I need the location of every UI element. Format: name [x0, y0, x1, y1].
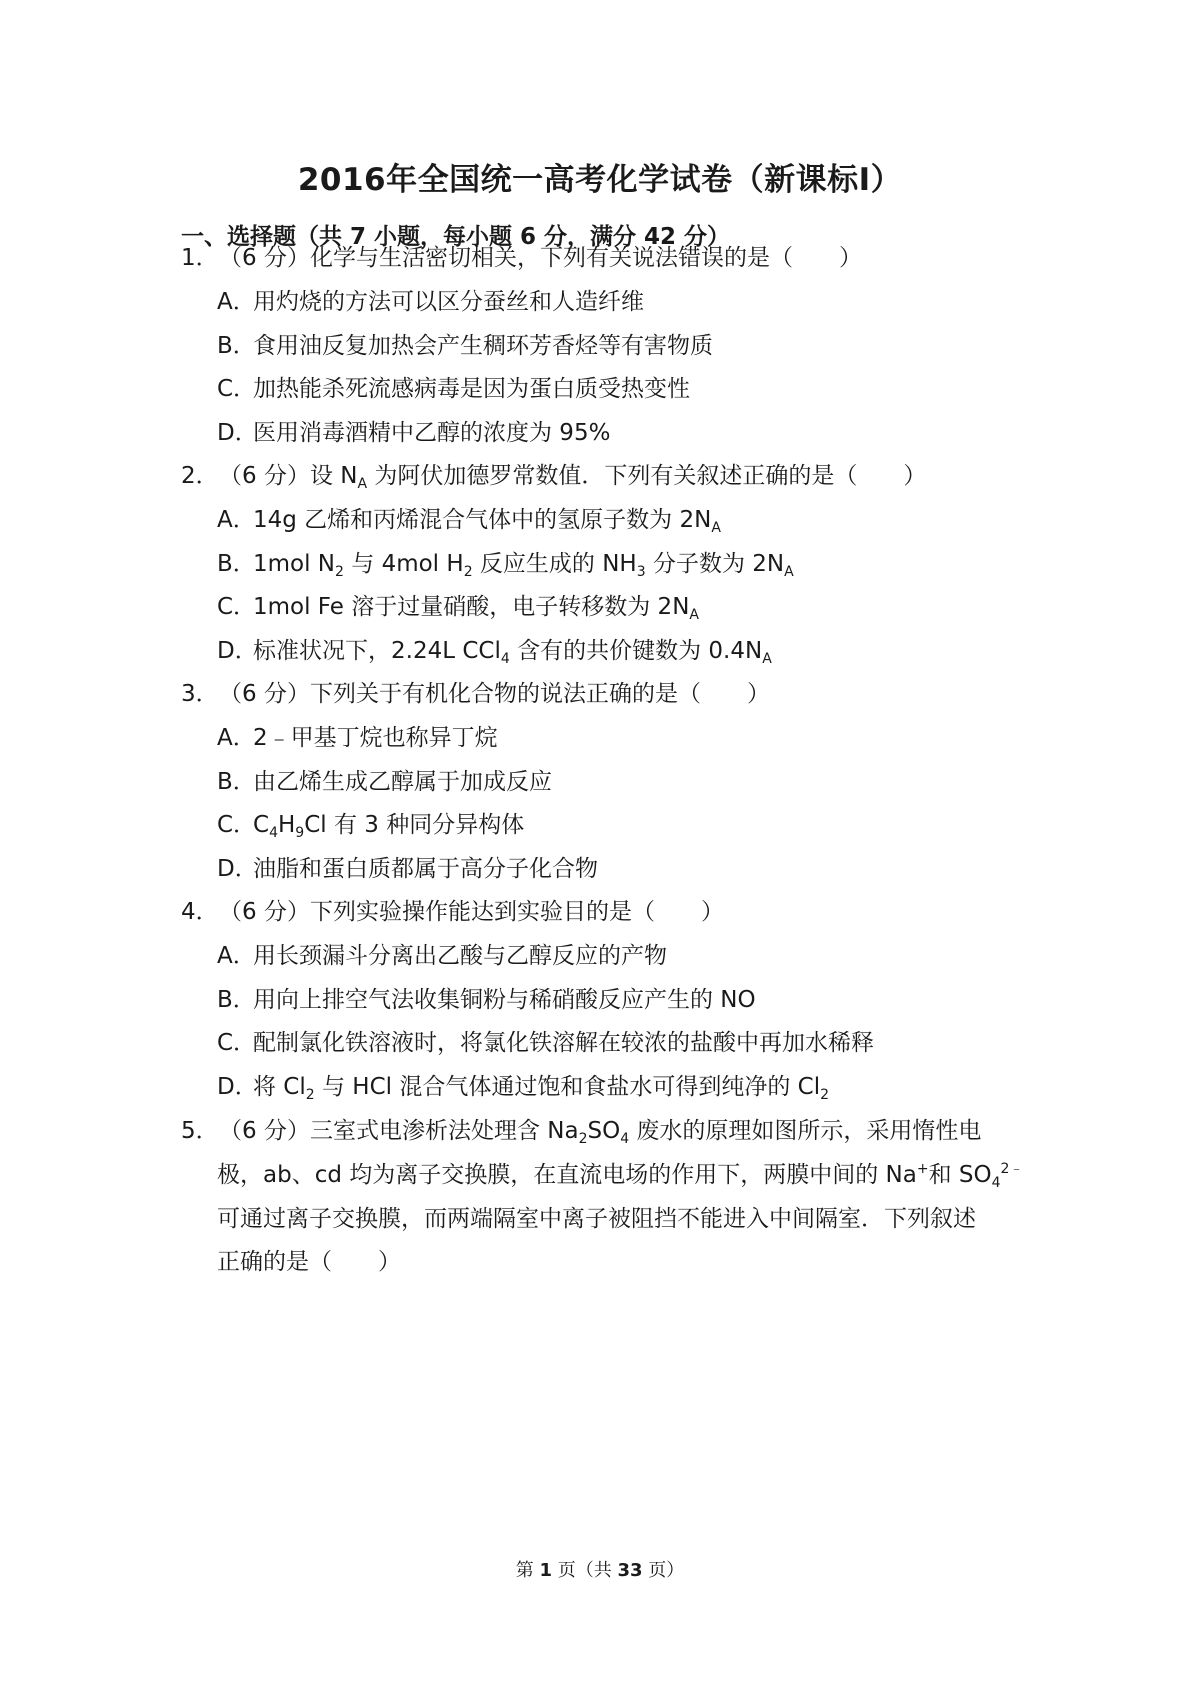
q1-option-d: D．医用消毒酒精中乙醇的浓度为 95%	[217, 420, 611, 446]
section-heading: 一、选择题（共 7 小题，每小题 6 分，满分 42 分）	[181, 224, 731, 250]
page-number: 1	[539, 1560, 552, 1581]
question-2-stem: 2．（6 分）设 $N_A$ 为阿伏加德罗常数值．下列有关叙述正确的是（ ）	[181, 463, 927, 492]
page-total: 33	[617, 1560, 643, 1581]
question-4-stem: 4．（6 分）下列实验操作能达到实验目的是（ ）	[181, 899, 724, 925]
question-number: 4．	[181, 899, 219, 925]
question-1-stem	[181, 243, 862, 273]
q3-option-d: D．油脂和蛋白质都属于高分子化合物	[217, 856, 598, 882]
q2-option-b: B．1mol $N_2$ 与 4mol $H_2$ 反应生成的 $NH_3$ 分子数为 $2N_A$	[217, 551, 794, 580]
question-5-stem-line-2: 极，ab、cd 均为离子交换膜，在直流电场的作用下，两膜中间的 Na+和 $SO_4^{2﹣}$	[217, 1161, 1024, 1191]
q4-option-a: A．用长颈漏斗分离出乙酸与乙醇反应的产物	[217, 943, 667, 969]
question-5-stem-line-3: 可通过离子交换膜，而两端隔室中离子被阻挡不能进入中间隔室．下列叙述	[217, 1206, 976, 1232]
question-number: 1．	[181, 245, 219, 271]
q1-option-a: A．用灼烧的方法可以区分蚕丝和人造纤维	[217, 289, 644, 315]
page-title: 2016年全国统一高考化学试卷（新课标Ⅰ）	[297, 162, 903, 198]
question-number: 5．	[181, 1118, 219, 1144]
question-number: 2．	[181, 463, 219, 489]
q3-option-b: B．由乙烯生成乙醇属于加成反应	[217, 769, 552, 795]
q4-option-d: D．将 $Cl_2$ 与 HCl 混合气体通过饱和食盐水可得到纯净的 $Cl_2$	[217, 1074, 830, 1103]
q3-option-a: A．2﹣甲基丁烷也称异丁烷	[217, 725, 498, 751]
question-text: （6 分）化学与生活密切相关，下列有关说法错误的是（ ）	[219, 245, 862, 271]
q3-option-c: C．$C_4H_9Cl$ 有 3 种同分异构体	[217, 812, 525, 841]
question-3-stem: 3．（6 分）下列关于有机化合物的说法正确的是（ ）	[181, 681, 770, 707]
q2-option-d: D．标准状况下，2.24L CCl$_4$ 含有的共价键数为 $0.4N_A$	[217, 638, 772, 667]
q2-option-a: A．14g 乙烯和丙烯混合气体中的氢原子数为 $2N_A$	[217, 507, 721, 536]
q4-option-b: B．用向上排空气法收集铜粉与稀硝酸反应产生的 NO	[217, 987, 756, 1013]
question-5-stem-line-4: 正确的是（ ）	[217, 1249, 401, 1275]
question-number: 3．	[181, 681, 219, 707]
page-footer: 第 1 页（共 33 页）	[515, 1560, 685, 1581]
q2-option-c: C．1mol Fe 溶于过量硝酸，电子转移数为 $2N_A$	[217, 594, 699, 623]
q4-option-c: C．配制氯化铁溶液时，将氯化铁溶解在较浓的盐酸中再加水稀释	[217, 1030, 874, 1056]
question-5-stem-line-1: 5．（6 分）三室式电渗析法处理含 $Na_2SO_4$ 废水的原理如图所示，采用惰性电	[181, 1118, 982, 1147]
q1-option-c: C．加热能杀死流感病毒是因为蛋白质受热变性	[217, 376, 690, 402]
q1-option-b: B．食用油反复加热会产生稠环芳香烃等有害物质	[217, 333, 713, 359]
